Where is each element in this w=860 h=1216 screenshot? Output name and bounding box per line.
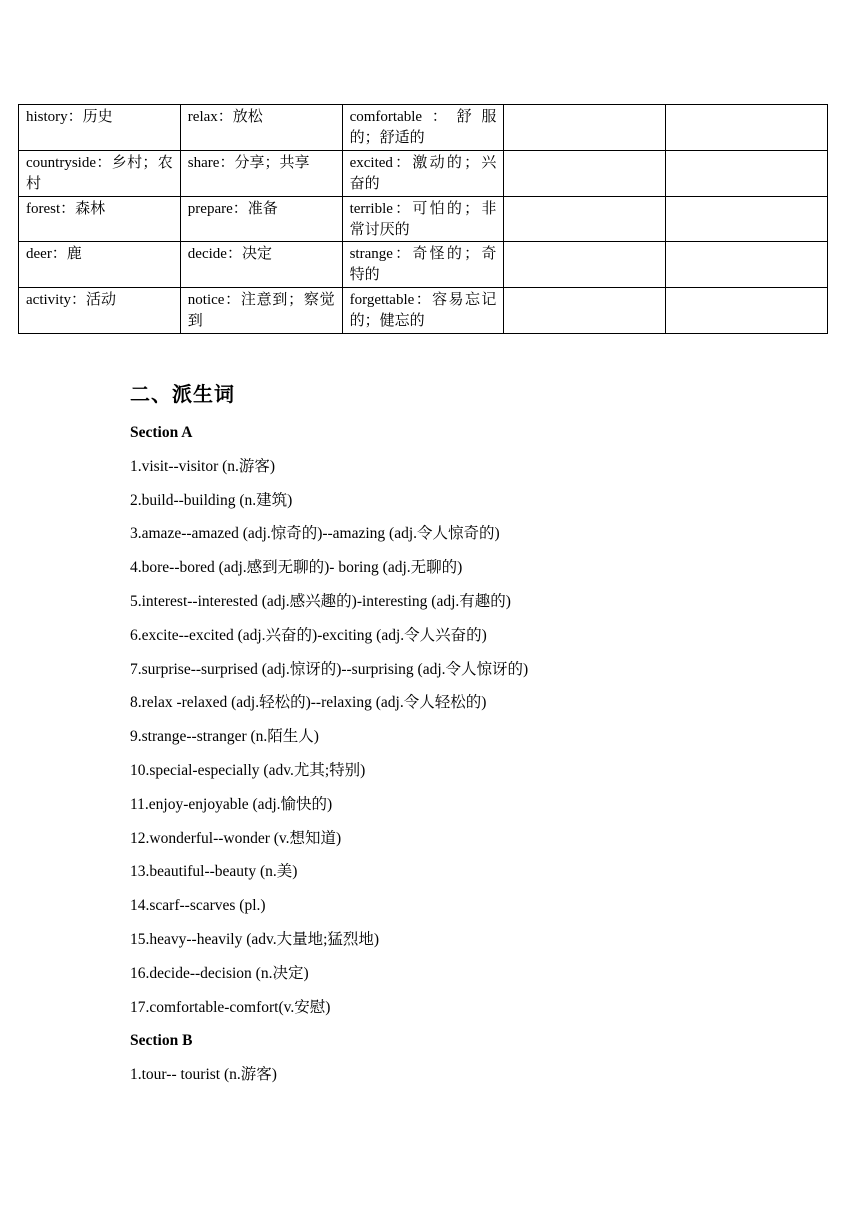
table-cell: forgettable：容易忘记的；健忘的 [342,288,504,334]
list-item: 4.bore--bored (adj.感到无聊的)- boring (adj.无聊的) [130,559,463,577]
table-cell: strange：奇怪的；奇特的 [342,242,504,288]
list-item: 1.tour-- tourist (n.游客) [130,1066,277,1084]
table-row [19,196,828,242]
table-row [19,150,828,196]
list-item: 9.strange--stranger (n.陌生人) [130,728,319,746]
list-item: 7.surprise--surprised (adj.惊讶的)--surprising (adj.令人惊讶的) [130,660,529,678]
section-heading: 二、派生词 [130,382,235,406]
table-cell: excited：激动的；兴奋的 [342,150,504,196]
table-cell [666,105,828,151]
table-cell [504,196,666,242]
table-cell: comfortable：舒服的；舒适的 [342,105,504,151]
table-cell: decide：决定 [180,242,342,288]
table-cell [504,242,666,288]
table-row [19,288,828,334]
table-row [19,105,828,151]
list-item: 3.amaze--amazed (adj.惊奇的)--amazing (adj.令人惊奇的) [130,525,500,543]
list-item: 10.special-especially (adv.尤其;特别) [130,761,366,779]
table-cell [504,105,666,151]
list-item: 14.scarf--scarves (pl.) [130,897,266,915]
vocabulary-table [18,104,828,334]
table-cell [666,288,828,334]
table-cell [666,150,828,196]
table-cell [504,150,666,196]
section-label: Section B [130,1032,193,1050]
derivative-word-list [130,422,528,1098]
table-cell [504,288,666,334]
list-item: 17.comfortable-comfort(v.安慰) [130,998,331,1016]
list-item: 11.enjoy-enjoyable (adj.愉快的) [130,795,333,813]
list-item: 8.relax -relaxed (adj.轻松的)--relaxing (adj.令人轻松的) [130,694,487,712]
table-cell: activity：活动 [19,288,181,334]
table-cell: prepare：准备 [180,196,342,242]
list-item: 2.build--building (n.建筑) [130,491,293,509]
list-item: 5.interest--interested (adj.感兴趣的)-interesting (adj.有趣的) [130,592,511,610]
table-cell [666,242,828,288]
table-cell: notice：注意到；察觉到 [180,288,342,334]
table-cell: deer：鹿 [19,242,181,288]
table-cell: countryside：乡村；农村 [19,150,181,196]
table-cell: forest：森林 [19,196,181,242]
list-item: 12.wonderful--wonder (v.想知道) [130,829,342,847]
table-cell: terrible：可怕的；非常讨厌的 [342,196,504,242]
table-row [19,242,828,288]
list-item: 13.beautiful--beauty (n.美) [130,863,298,881]
list-item: 16.decide--decision (n.决定) [130,964,309,982]
table-cell: relax：放松 [180,105,342,151]
table-cell [666,196,828,242]
list-item: 6.excite--excited (adj.兴奋的)-exciting (adj.令人兴奋的) [130,626,487,644]
list-item: 15.heavy--heavily (adv.大量地;猛烈地) [130,930,380,948]
section-label: Section A [130,424,193,441]
table-cell: history：历史 [19,105,181,151]
list-item: 1.visit--visitor (n.游客) [130,457,276,475]
table-cell: share：分享；共享 [180,150,342,196]
